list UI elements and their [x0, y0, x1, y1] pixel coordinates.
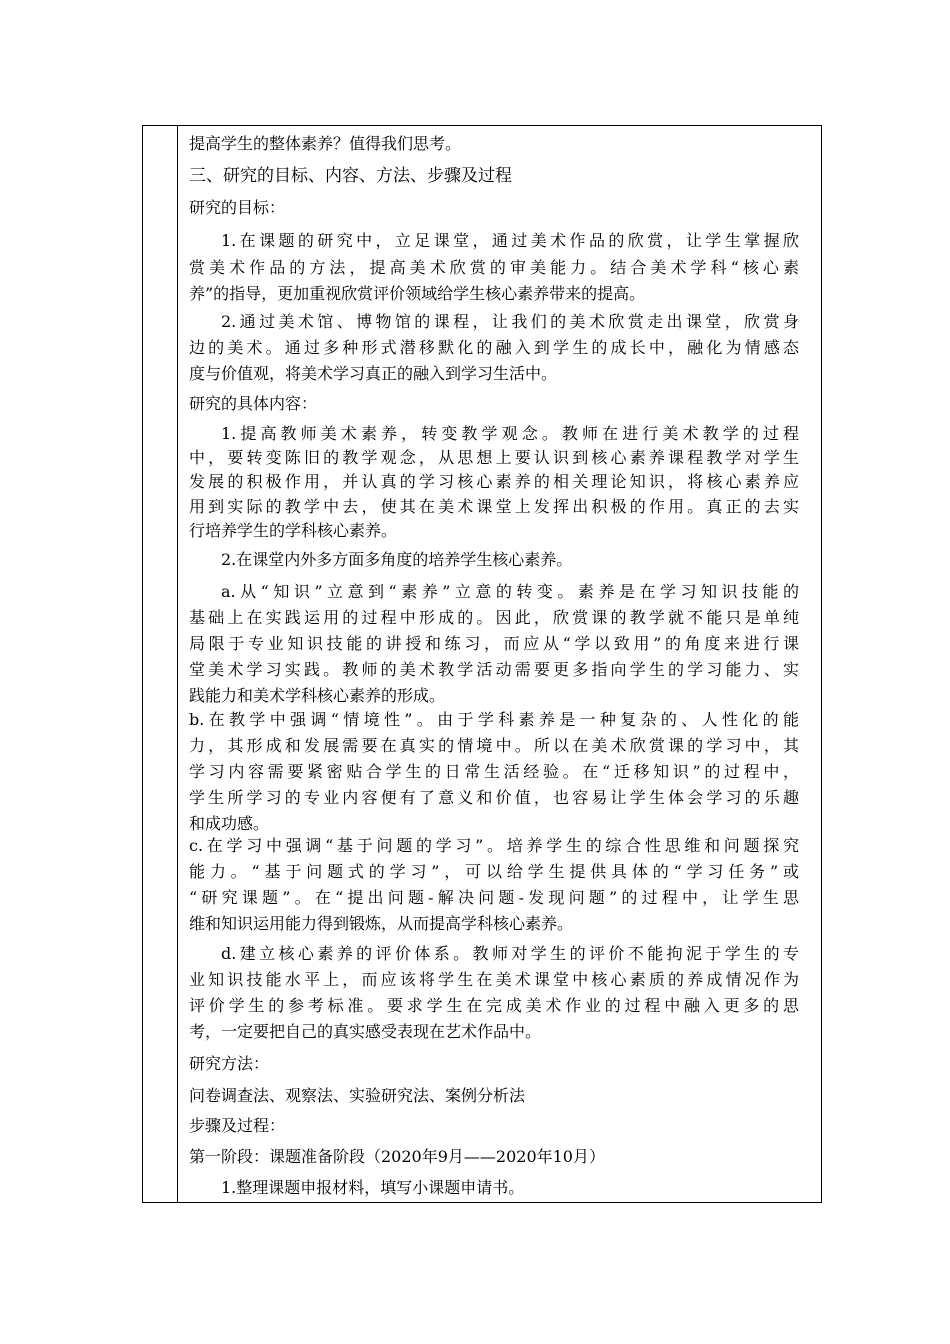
text-line-content: 力，其形成和发展需要在真实的情境中。所以在美术欣赏课的学习中，其 [189, 736, 799, 755]
text-line [221, 944, 799, 964]
text-line-content: 三、研究的目标、内容、方法、步骤及过程 [189, 166, 512, 186]
text-line [189, 710, 799, 730]
text-line-content: 1.提高教师美术素养，转变教学观念。教师在进行美术教学的过程 [221, 424, 799, 443]
text-line-content: 和成功感。 [189, 814, 270, 833]
text-line [221, 312, 799, 332]
text-line-content: 局限于专业知识技能的讲授和练习，而应从“学以致用”的角度来进行课 [189, 634, 799, 653]
text-line-content: 养”的指导，更加重视欣赏评价领域给学生核心素养带来的提高。 [189, 284, 646, 303]
text-line-content: 业知识技能水平上，而应该将学生在美术课堂中核心素质的养成情况作为 [189, 970, 799, 989]
text-line-content: 评价学生的参考标准。要求学生在完成美术作业的过程中融入更多的思 [189, 996, 799, 1015]
text-line [189, 862, 799, 882]
text-line-content: a.从“知识”立意到“素养”立意的转变。素养是在学习知识技能的 [221, 582, 799, 601]
text-line [189, 258, 799, 278]
text-line [221, 424, 799, 444]
text-line [221, 1178, 524, 1198]
text-line-content: 步骤及过程： [189, 1116, 286, 1135]
text-line [189, 448, 799, 468]
text-line [189, 1022, 541, 1042]
text-line [189, 521, 397, 541]
text-line [189, 338, 799, 358]
text-line [189, 608, 799, 628]
text-line [189, 1147, 605, 1167]
text-line-content: 边的美术。通过多种形式潜移默化的融入到学生的成长中，融化为情感态 [189, 338, 799, 357]
text-line [189, 970, 799, 990]
text-line [189, 836, 799, 856]
text-line [189, 634, 799, 654]
text-line-content: 基础上在实践运用的过程中形成的。因此，欣赏课的教学就不能只是单纯 [189, 608, 799, 627]
text-line [189, 364, 557, 384]
text-line [189, 736, 799, 756]
text-line-content: 提高学生的整体素养？值得我们思考。 [189, 134, 462, 153]
text-line [189, 1086, 525, 1106]
text-line-content: c.在学习中强调“基于问题的学习”。培养学生的综合性思维和问题探究 [189, 836, 799, 855]
text-line [221, 550, 572, 570]
text-line-content: 学习内容需要紧密贴合学生的日常生活经验。在“迁移知识”的过程中， [189, 762, 799, 781]
text-line-content: 第一阶段：课题准备阶段（2020年9月——2020年10月） [189, 1147, 605, 1166]
document-table [142, 125, 822, 1203]
text-line-content: 维和知识运用能力得到锻炼，从而提高学科核心素养。 [189, 914, 574, 933]
text-line-content: 学生所学习的专业内容便有了意义和价值，也容易让学生体会学习的乐趣 [189, 788, 799, 807]
table-left-column [143, 126, 178, 1202]
text-line [189, 1054, 269, 1074]
text-line [189, 686, 445, 706]
text-line [221, 582, 799, 602]
text-line-content: 行培养学生的学科核心素养。 [189, 521, 398, 540]
text-line-content: 堂美术学习实践。教师的美术教学活动需要更多指向学生的学习能力、实 [189, 660, 799, 679]
text-line [189, 660, 799, 680]
text-line-content: 考，一定要把自己的真实感受表现在艺术作品中。 [189, 1022, 542, 1041]
text-line [189, 996, 799, 1016]
text-line [189, 888, 799, 908]
text-line-content: 能力。“基于问题式的学习”，可以给学生提供具体的“学习任务”或 [189, 862, 799, 881]
text-line [189, 472, 799, 492]
text-line [189, 198, 285, 218]
text-line-content: 度与价值观，将美术学习真正的融入到学习生活中。 [189, 364, 558, 383]
text-line-content: 问卷调查法、观察法、实验研究法、案例分析法 [189, 1086, 526, 1105]
text-line [189, 788, 799, 808]
text-line-content: 用到实际的教学中去，使其在美术课堂上发挥出积极的作用。真正的去实 [189, 497, 799, 516]
text-line [221, 231, 799, 251]
text-line-content: d.建立核心素养的评价体系。教师对学生的评价不能拘泥于学生的专 [221, 944, 799, 963]
text-line-content: 研究的具体内容： [189, 394, 318, 413]
text-line-content: 发展的积极作用，并认真的学习核心素养的相关理论知识，将核心素养应 [189, 472, 799, 491]
text-line-content: 2.在课堂内外多方面多角度的培养学生核心素养。 [221, 550, 573, 569]
text-line [189, 914, 573, 934]
text-line [189, 394, 317, 414]
text-line [189, 814, 269, 834]
text-line-content: 中，要转变陈旧的教学观念，从思想上要认识到核心素养课程教学对学生 [189, 448, 799, 467]
text-line-content: 2.通过美术馆、博物馆的课程，让我们的美术欣赏走出课堂，欣赏身 [221, 312, 799, 331]
text-line [189, 1116, 285, 1136]
text-line [189, 497, 799, 517]
text-line-content: 研究方法： [189, 1054, 270, 1073]
text-line-content: 研究的目标： [189, 198, 286, 217]
text-line [189, 762, 799, 782]
text-line [189, 166, 512, 186]
text-line-content: 践能力和美术学科核心素养的形成。 [189, 686, 446, 705]
text-line-content: “研究课题”。在“提出问题-解决问题-发现问题”的过程中，让学生思 [189, 888, 799, 907]
text-line [189, 284, 645, 304]
text-line-content: 1.整理课题申报材料，填写小课题申请书。 [221, 1178, 525, 1197]
text-line-content: 1.在课题的研究中，立足课堂，通过美术作品的欣赏，让学生掌握欣 [221, 231, 799, 250]
text-line [189, 134, 461, 154]
text-line-content: b.在教学中强调“情境性”。由于学科素养是一种复杂的、人性化的能 [189, 710, 799, 729]
text-line-content: 赏美术作品的方法，提高美术欣赏的审美能力。结合美术学科“核心素 [189, 258, 799, 277]
